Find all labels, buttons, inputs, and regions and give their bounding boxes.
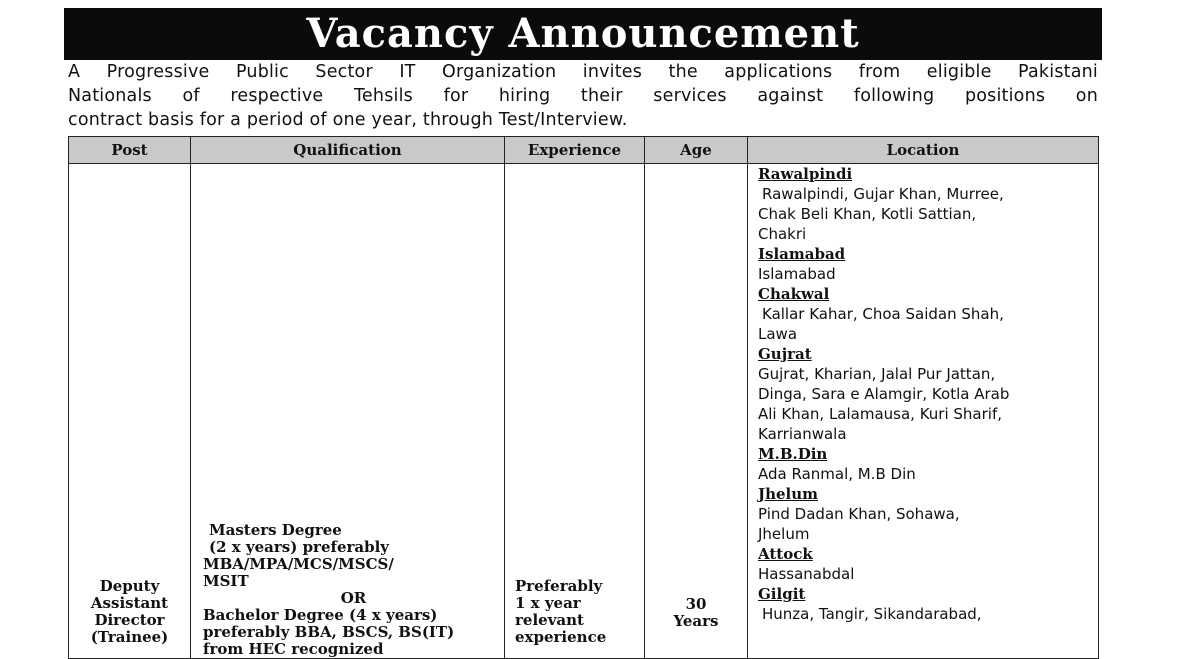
intro-line: contract basis for a period of one year, through Test/Interview. xyxy=(68,110,628,130)
location-places: Chak Beli Khan, Kotli Sattian, xyxy=(758,205,977,223)
qualification-line: MBA/MPA/MCS/MSCS/ xyxy=(203,555,394,573)
header-location: Location xyxy=(748,137,1099,164)
experience-line: Preferably xyxy=(515,577,603,595)
qualification-line: (2 x years) preferably xyxy=(209,538,390,556)
location-places: Dinga, Sara e Alamgir, Kotla Arab xyxy=(758,385,1010,403)
header-post: Post xyxy=(69,137,191,164)
experience-line: experience xyxy=(515,628,607,646)
table-header-row xyxy=(69,137,1099,164)
location-region: Gujrat xyxy=(758,345,812,363)
qualification-line: Bachelor Degree (4 x years) xyxy=(203,606,438,624)
post-line: Deputy xyxy=(99,577,160,595)
location-region: Attock xyxy=(758,545,813,563)
header-qualification: Qualification xyxy=(191,137,505,164)
post-cell xyxy=(69,164,191,659)
qualification-line: MSIT xyxy=(203,572,249,590)
post-line: Assistant xyxy=(90,594,169,612)
experience-cell xyxy=(505,164,645,659)
location-places: Karrianwala xyxy=(758,425,847,443)
header-age: Age xyxy=(645,137,748,164)
location-region: Islamabad xyxy=(758,245,846,263)
experience-line: relevant xyxy=(515,611,584,629)
location-places: Kallar Kahar, Choa Saidan Shah, xyxy=(762,305,1004,323)
qualification-line: from HEC recognized xyxy=(203,640,384,658)
age-cell xyxy=(645,164,748,659)
location-places: Jhelum xyxy=(758,525,810,543)
location-places: Chakri xyxy=(758,225,807,243)
qualification-line: preferably BBA, BSCS, BS(IT) xyxy=(203,623,455,641)
location-region: Chakwal xyxy=(758,285,830,303)
location-cell xyxy=(748,164,1099,659)
table-row xyxy=(69,164,1099,659)
post-line: (Trainee) xyxy=(90,628,169,646)
header-experience: Experience xyxy=(505,137,645,164)
location-places: Ada Ranmal, M.B Din xyxy=(758,465,916,483)
location-places: Islamabad xyxy=(758,265,836,283)
intro-paragraph xyxy=(68,60,1098,132)
qualification-or: OR xyxy=(340,589,367,607)
location-places: Rawalpindi, Gujar Khan, Murree, xyxy=(762,185,1004,203)
post-line: Director xyxy=(94,611,165,629)
vacancy-table xyxy=(68,136,1099,659)
location-places: Gujrat, Kharian, Jalal Pur Jattan, xyxy=(758,365,996,383)
location-places: Lawa xyxy=(758,325,798,343)
location-region: Jhelum xyxy=(758,485,819,503)
location-region: Rawalpindi xyxy=(758,165,853,183)
page-title: Vacancy Announcement xyxy=(64,8,1102,60)
location-places: Ali Khan, Lalamausa, Kuri Sharif, xyxy=(758,405,1003,423)
intro-line: A Progressive Public Sector IT Organization invites the applications from eligible Pakistani xyxy=(68,62,1098,82)
qualification-cell xyxy=(191,164,505,659)
age-unit: Years xyxy=(673,612,719,630)
age-value: 30 xyxy=(685,595,707,613)
intro-line: Nationals of respective Tehsils for hiring their services against following positions on xyxy=(68,86,1098,106)
location-region: Gilgit xyxy=(758,585,806,603)
qualification-line: Masters Degree xyxy=(209,521,342,539)
experience-line: 1 x year xyxy=(515,594,581,612)
location-places: Hassanabdal xyxy=(758,565,855,583)
location-region: M.B.Din xyxy=(758,445,828,463)
location-places: Hunza, Tangir, Sikandarabad, xyxy=(762,605,982,623)
location-places: Pind Dadan Khan, Sohawa, xyxy=(758,505,960,523)
